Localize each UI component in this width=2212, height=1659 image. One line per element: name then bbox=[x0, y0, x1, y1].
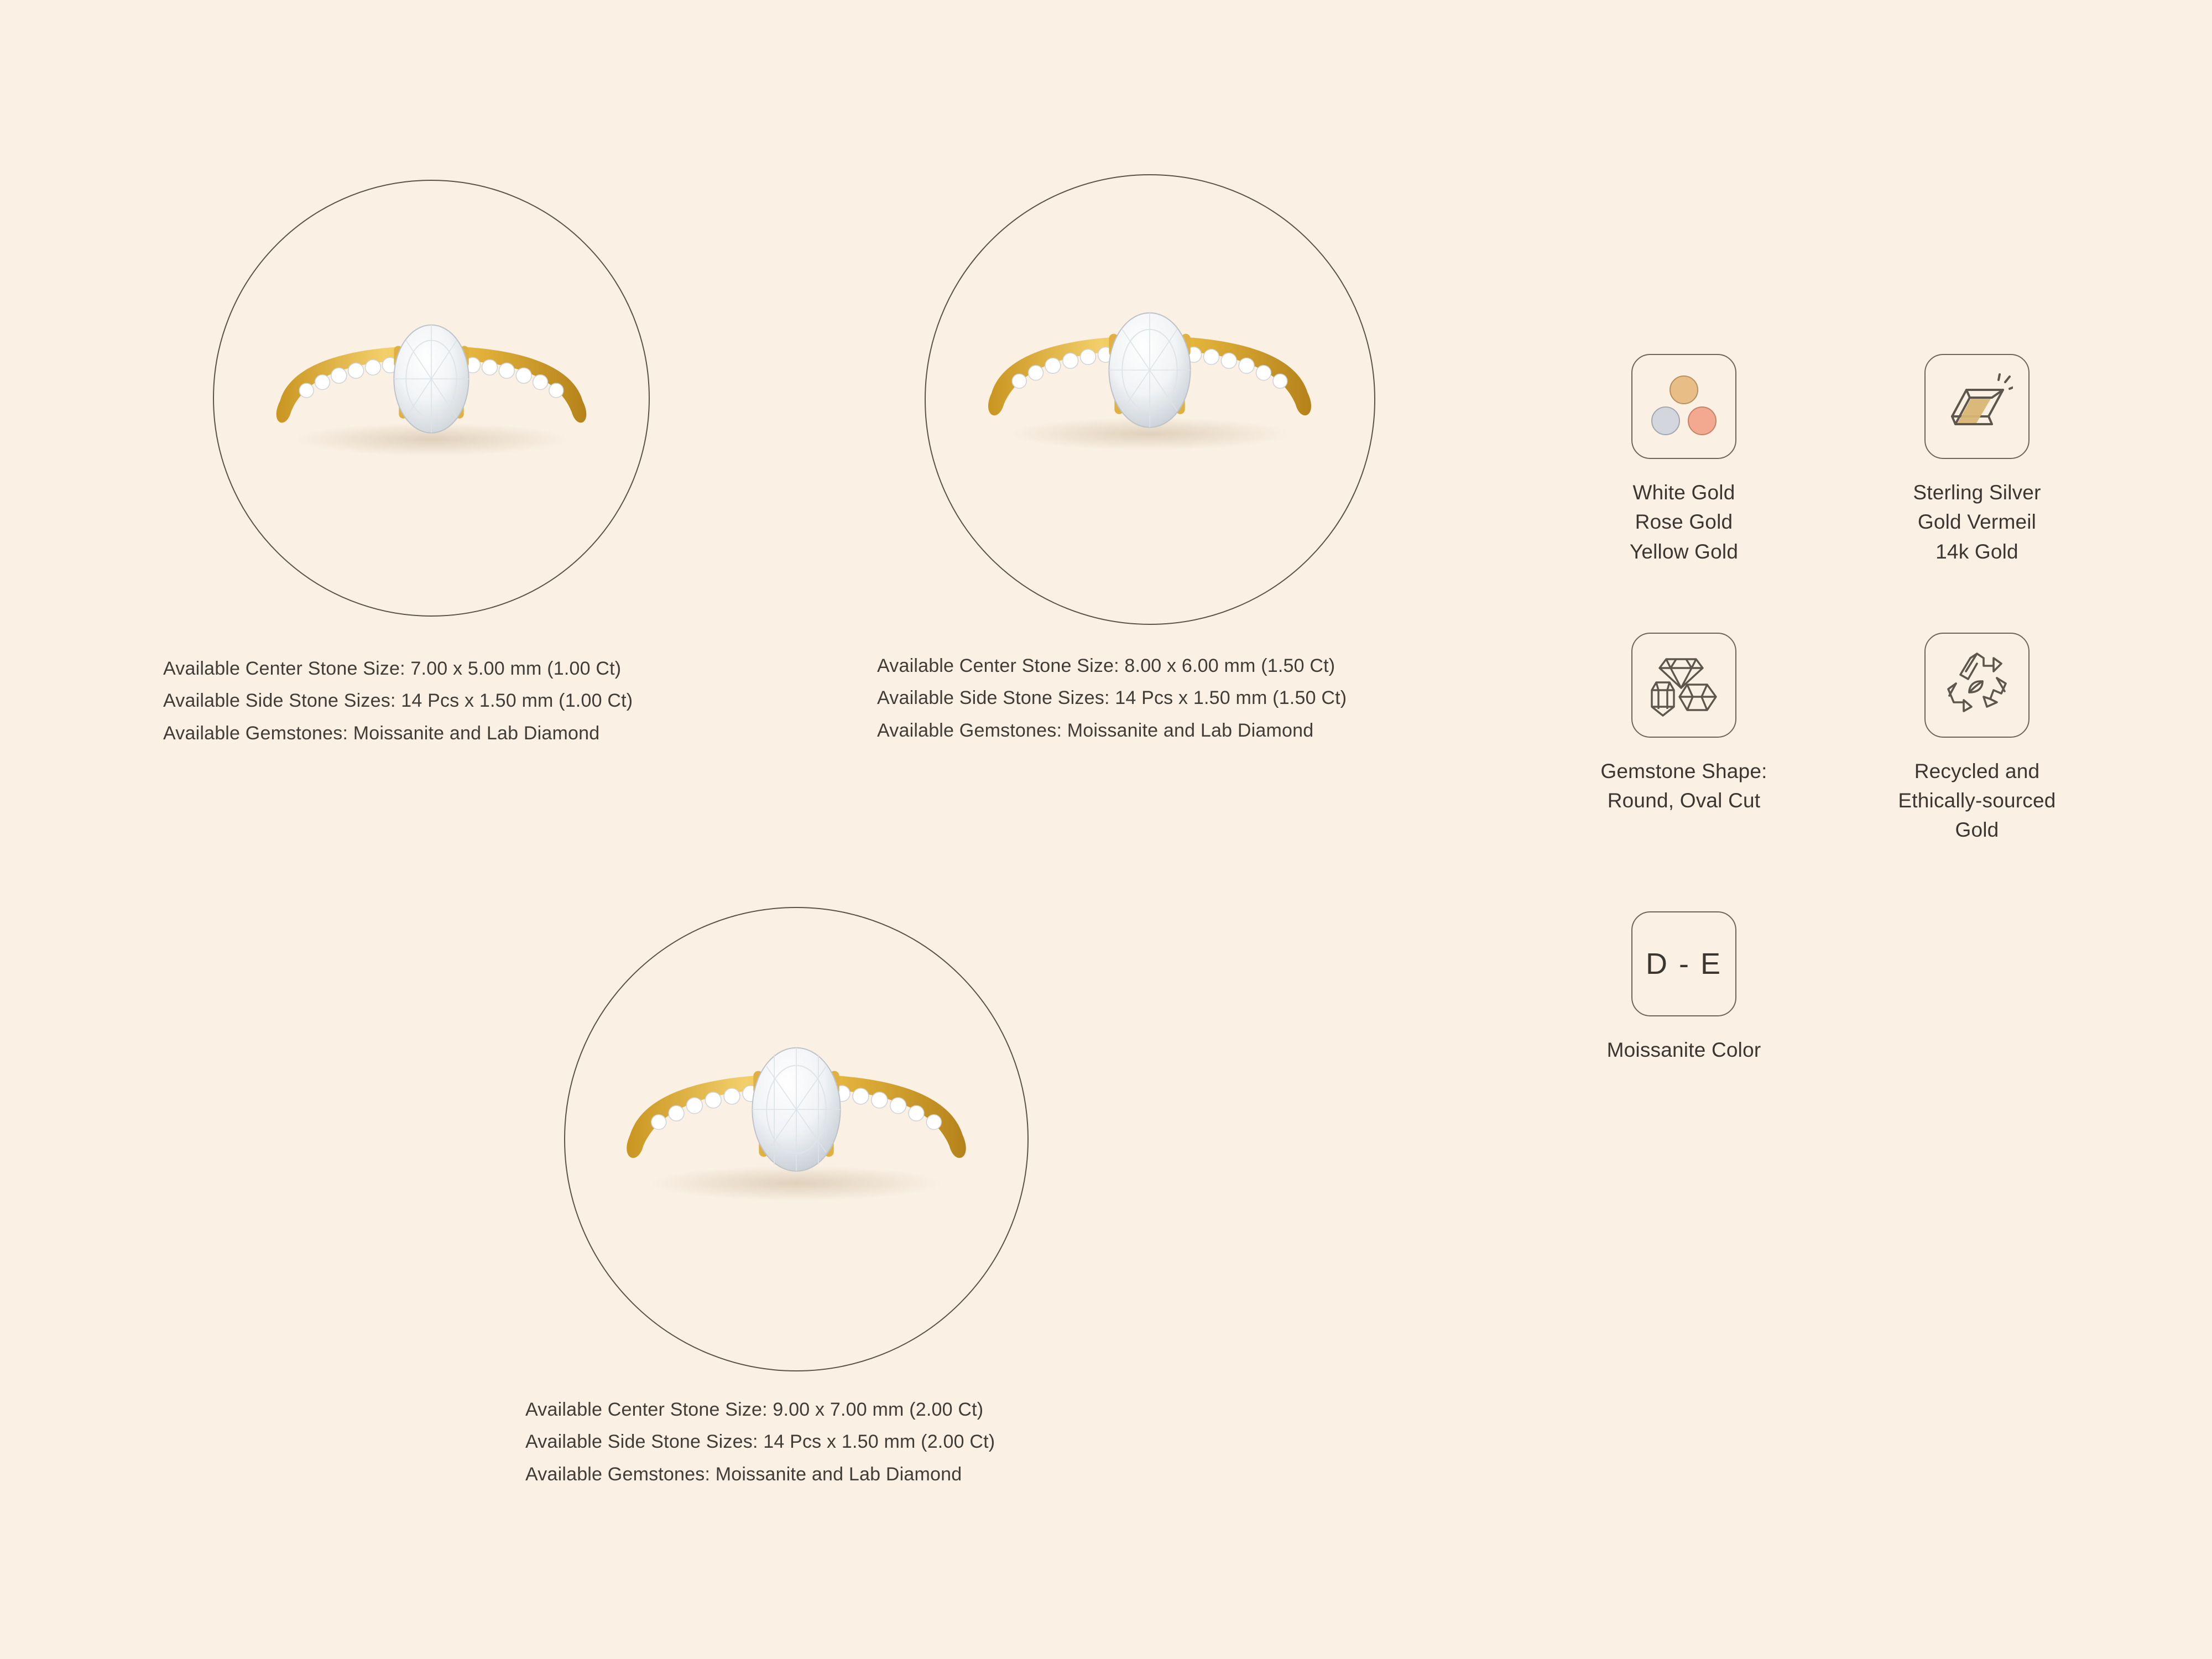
spec-line: Available Center Stone Size: 9.00 x 7.00 mm (2.00 Ct) bbox=[525, 1399, 984, 1420]
feature-icon-grid bbox=[1593, 354, 2079, 1065]
oval-solitaire-ring-1ct-illustration bbox=[214, 181, 649, 615]
feature-label-moissanite-color bbox=[1607, 1035, 1761, 1065]
oval-solitaire-ring-1-5ct-illustration bbox=[926, 175, 1374, 624]
feature-box bbox=[1924, 354, 2030, 459]
feature-row-1 bbox=[1593, 354, 2079, 566]
feature-label-metal-colors bbox=[1630, 478, 1738, 566]
metal-color-dots-icon bbox=[1651, 375, 1717, 437]
spec-line: Available Side Stone Sizes: 14 Pcs x 1.50 mm (2.00 Ct) bbox=[525, 1431, 995, 1453]
ring-photo-circle-1-5ct bbox=[925, 174, 1375, 625]
color-grade-icon: D - E bbox=[1645, 947, 1722, 980]
feature-box bbox=[1631, 911, 1736, 1016]
specs-1-5ct bbox=[877, 650, 1347, 747]
spec-line: Available Gemstones: Moissanite and Lab Diamond bbox=[163, 722, 600, 744]
product-card-2ct bbox=[525, 907, 1029, 1485]
spec-line: Available Side Stone Sizes: 14 Pcs x 1.50 mm (1.00 Ct) bbox=[163, 690, 633, 712]
label-line: 14k Gold bbox=[1936, 540, 2018, 563]
row-spacer bbox=[1593, 566, 2079, 633]
feature-label-recycled-gold bbox=[1898, 757, 2056, 845]
label-line: Moissanite Color bbox=[1606, 1038, 1761, 1061]
label-line: Ethically-sourced bbox=[1898, 789, 2056, 812]
white-gold-dot bbox=[1651, 406, 1680, 435]
feature-gold-types bbox=[1886, 354, 2068, 566]
feature-recycled-gold bbox=[1886, 633, 2068, 845]
feature-box bbox=[1631, 354, 1736, 459]
feature-box bbox=[1924, 633, 2030, 738]
spec-line: Available Center Stone Size: 8.00 x 6.00 mm (1.50 Ct) bbox=[877, 655, 1335, 676]
label-line: Gemstone Shape: bbox=[1600, 759, 1767, 782]
product-card-1-5ct bbox=[877, 174, 1375, 741]
label-line: Recycled and bbox=[1914, 759, 2040, 782]
ring-photo-circle-1ct bbox=[213, 180, 650, 617]
feature-row-2 bbox=[1593, 633, 2079, 845]
oval-solitaire-ring-2ct-illustration bbox=[565, 908, 1027, 1370]
spec-line: Available Side Stone Sizes: 14 Pcs x 1.50 mm (1.50 Ct) bbox=[877, 687, 1347, 709]
feature-metal-colors bbox=[1593, 354, 1775, 566]
label-line: Gold bbox=[1955, 818, 1999, 842]
rose-gold-dot bbox=[1688, 406, 1717, 435]
label-line: Sterling Silver bbox=[1913, 481, 2041, 504]
feature-label-gold-types bbox=[1913, 478, 2041, 566]
feature-moissanite-color bbox=[1593, 911, 1775, 1065]
yellow-gold-dot bbox=[1670, 375, 1698, 404]
label-line: Gold Vermeil bbox=[1917, 510, 2037, 534]
spec-line: Available Gemstones: Moissanite and Lab Diamond bbox=[877, 719, 1314, 741]
label-line: Yellow Gold bbox=[1629, 540, 1739, 563]
product-card-1ct bbox=[163, 180, 650, 744]
specs-2ct bbox=[525, 1394, 995, 1490]
recycle-leaf-icon bbox=[1939, 649, 2015, 721]
gemstone-shapes-icon bbox=[1645, 649, 1723, 721]
feature-label-gemstone-shape bbox=[1600, 757, 1767, 816]
label-line: White Gold bbox=[1632, 481, 1735, 504]
spec-line: Available Gemstones: Moissanite and Lab Diamond bbox=[525, 1463, 962, 1485]
gold-bar-icon bbox=[1941, 373, 2013, 440]
label-line: Rose Gold bbox=[1635, 510, 1733, 534]
label-line: Round, Oval Cut bbox=[1607, 789, 1761, 812]
ring-photo-circle-2ct bbox=[564, 907, 1029, 1371]
specs-1ct bbox=[163, 653, 633, 749]
feature-gemstone-shape bbox=[1593, 633, 1775, 845]
feature-box bbox=[1631, 633, 1736, 738]
spec-line: Available Center Stone Size: 7.00 x 5.00 mm (1.00 Ct) bbox=[163, 658, 622, 679]
